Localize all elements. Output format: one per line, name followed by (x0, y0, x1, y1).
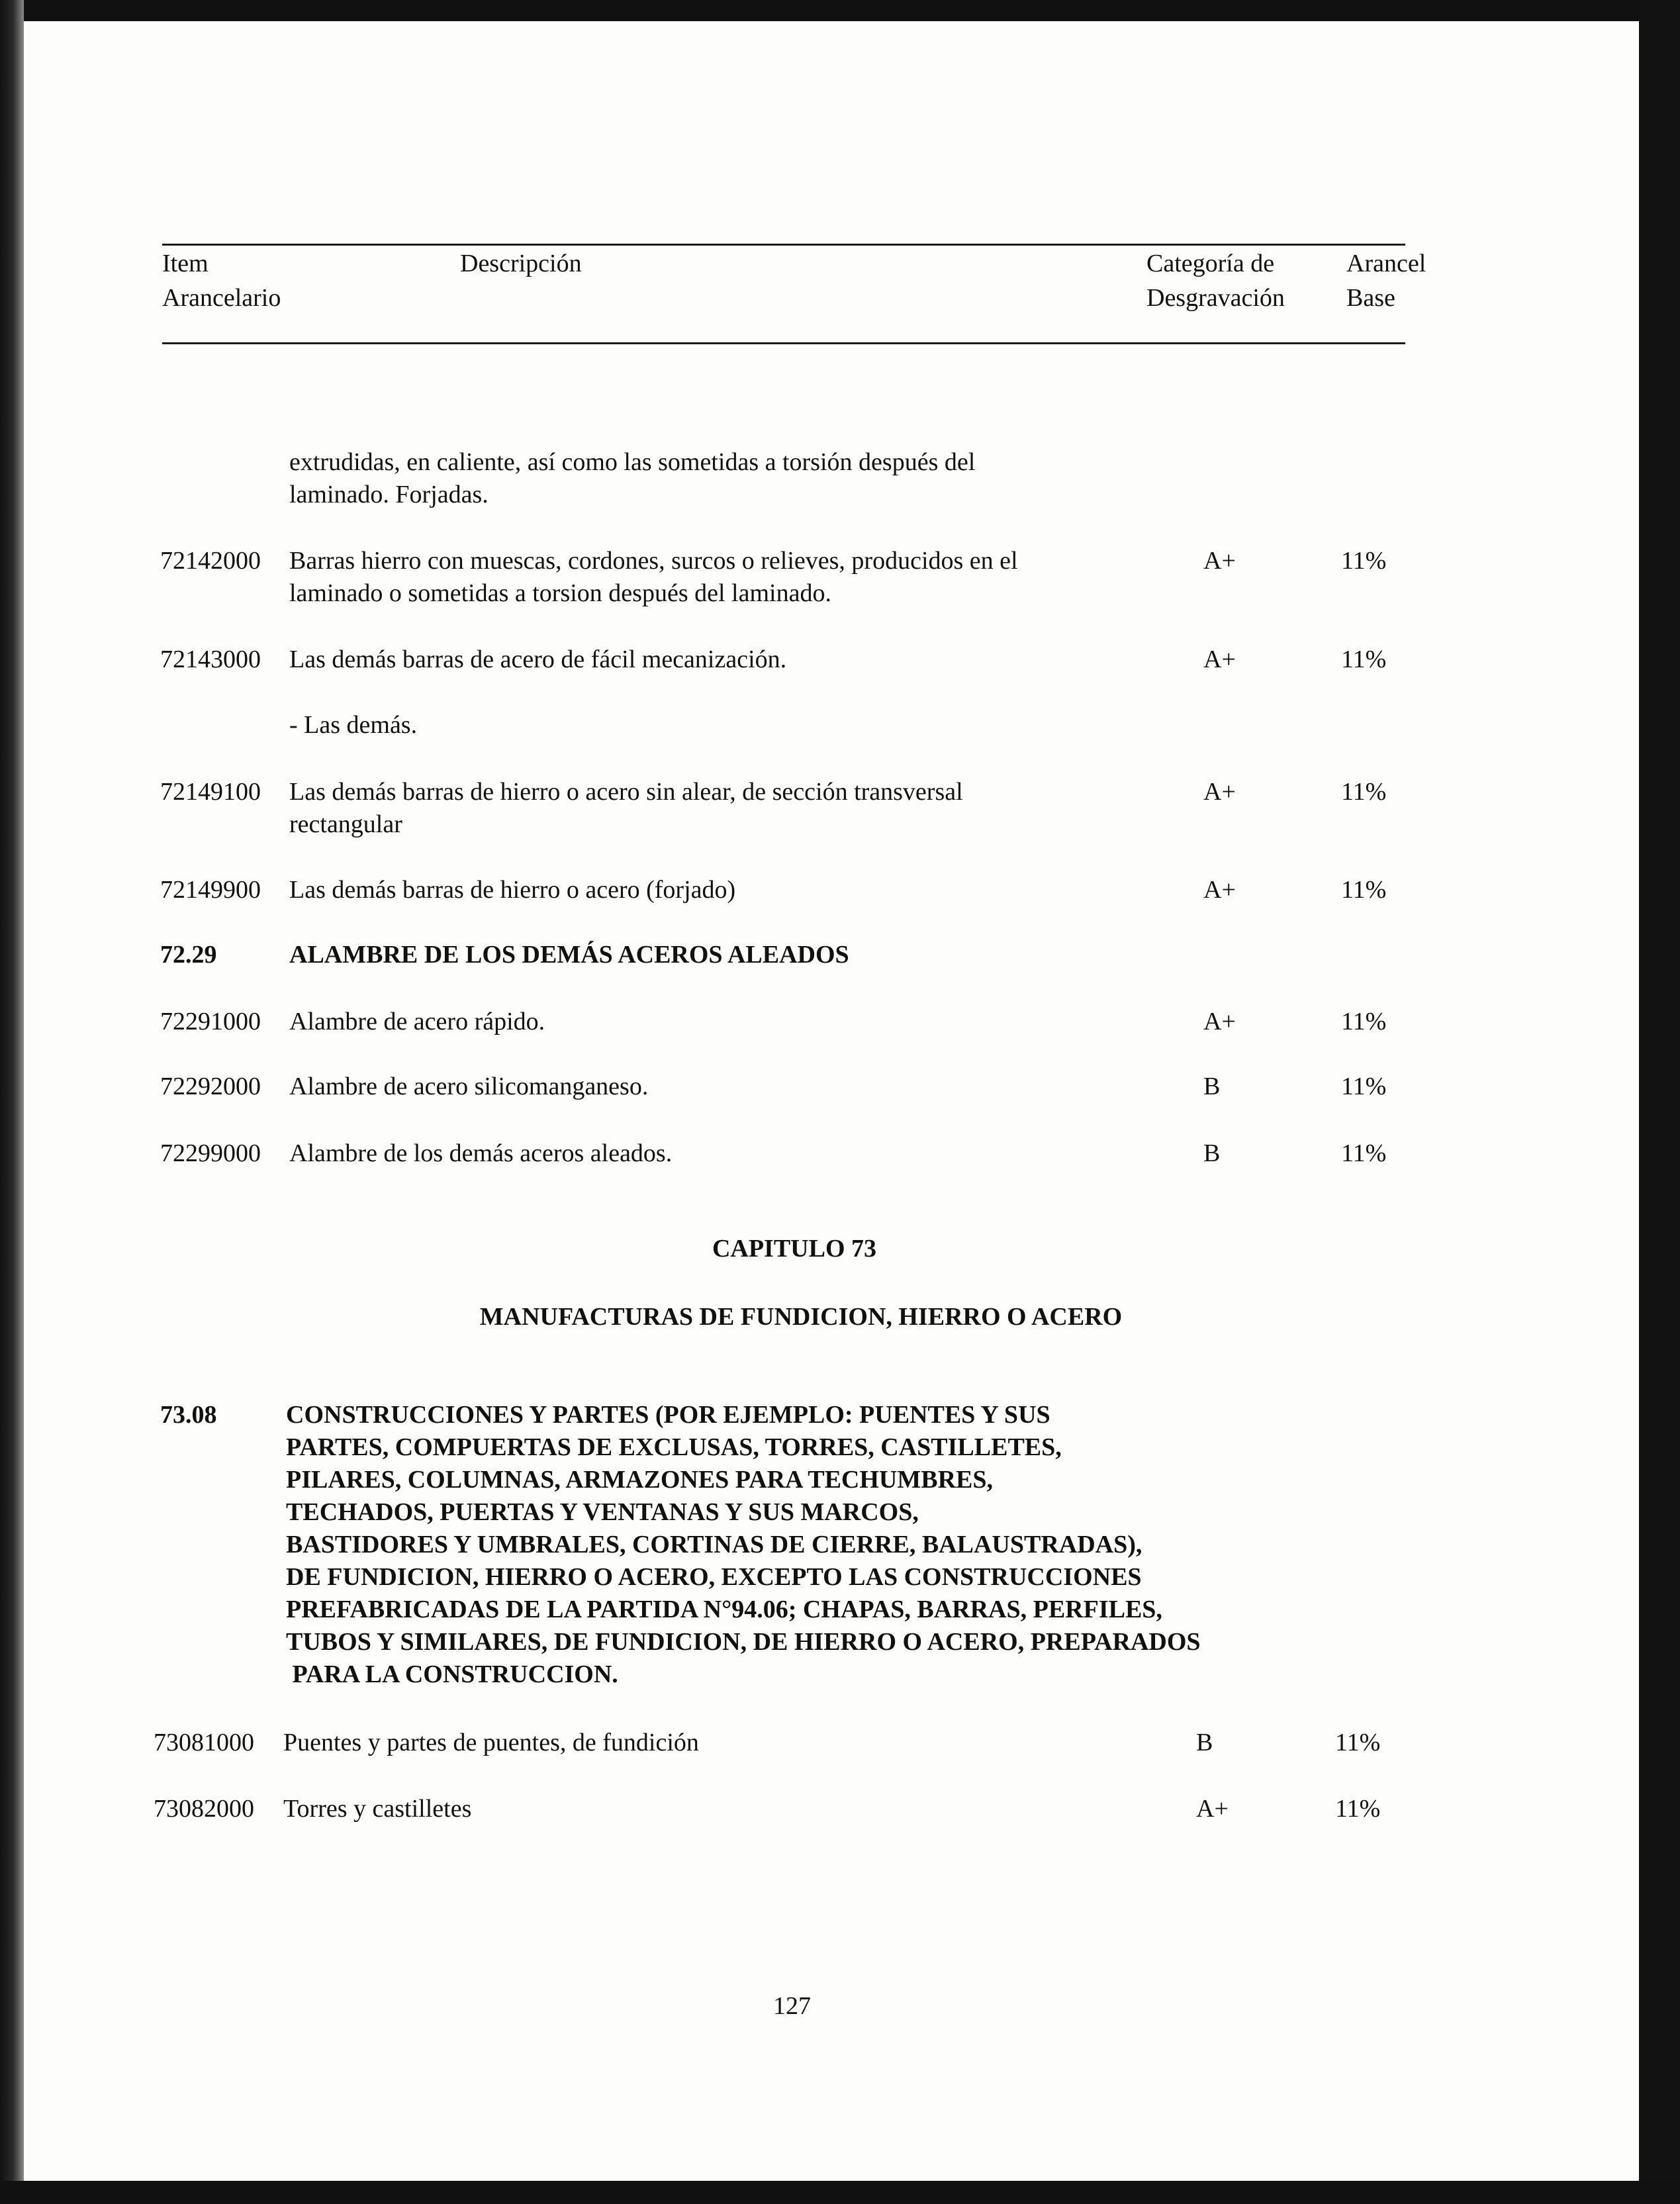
header-item-column: Item Arancelario (162, 250, 281, 312)
base-rate: 11% (1341, 876, 1387, 904)
item-description: Alambre de acero rápido. (289, 1008, 545, 1035)
category: A+ (1203, 778, 1236, 806)
item-code: 72149100 (160, 778, 261, 806)
item-code: 73081000 (154, 1729, 254, 1756)
heading-code: 72.29 (160, 941, 217, 969)
header-category-column: Categoría de Desgravación (1146, 250, 1285, 312)
item-description: Barras hierro con muescas, cordones, surcos o relieves, producidos en el laminado o sometidas a torsion después del laminado. (289, 547, 1018, 607)
scan-border-top (0, 0, 1680, 21)
item-code: 73082000 (154, 1795, 254, 1823)
item-code: 72143000 (160, 646, 261, 673)
base-rate: 11% (1341, 547, 1387, 575)
category: B (1196, 1729, 1213, 1756)
document-page (24, 21, 1639, 2181)
category: A+ (1203, 876, 1236, 904)
item-code: 72299000 (160, 1139, 261, 1167)
header-rate-column: Arancel Base (1346, 250, 1426, 312)
item-description: Puentes y partes de puentes, de fundición (283, 1729, 699, 1756)
item-description: Alambre de los demás aceros aleados. (289, 1139, 673, 1167)
category: B (1203, 1073, 1221, 1100)
item-code: 72149900 (160, 876, 261, 904)
item-code: 72292000 (160, 1073, 261, 1100)
item-description: Las demás barras de acero de fácil mecanización. (289, 646, 787, 673)
category: A+ (1203, 547, 1236, 575)
base-rate: 11% (1341, 1073, 1387, 1100)
category: A+ (1196, 1795, 1229, 1823)
base-rate: 11% (1341, 778, 1387, 806)
base-rate: 11% (1341, 646, 1387, 673)
scan-border-bottom (0, 2181, 1680, 2204)
item-description: Las demás barras de hierro o acero sin alear, de sección transversal rectangular (289, 778, 963, 838)
category: B (1203, 1139, 1221, 1167)
item-description: Las demás barras de hierro o acero (forjado) (289, 876, 736, 904)
continuation-text: extrudidas, en caliente, así como las sometidas a torsión después del laminado. Forjadas. (289, 448, 976, 508)
header-bottom-rule (162, 342, 1405, 344)
page-number: 127 (773, 1992, 811, 2020)
scan-border-left (0, 0, 24, 2204)
chapter-title: CAPITULO 73 (712, 1235, 877, 1263)
heading-title: ALAMBRE DE LOS DEMÁS ACEROS ALEADOS (289, 941, 849, 969)
heading-title: CONSTRUCCIONES Y PARTES (POR EJEMPLO: PUENTES Y SUS PARTES, COMPUERTAS DE EXCLUSAS, TORRES, CASTILLETES, PILARES, COLUMNAS, ARMAZONES PARA TECHUMBRES, TECHADOS, PUERTAS Y VENTANAS Y SUS MARCOS, BASTIDORES Y UMBRALES, CORTINAS DE CIERRE, BALAUSTRADAS), DE FUNDICION, HIERRO O ACERO, EXCEPTO LAS CONSTRUCCIONES PREFABRICADAS DE LA PARTIDA N°94.06; CHAPAS, BARRAS, PERFILES, TUBOS Y SIMILARES, DE FUNDICION, DE HIERRO O ACERO, PREPARADOS PARA LA CONSTRUCCION. (286, 1401, 1201, 1688)
item-code: 72291000 (160, 1008, 261, 1035)
base-rate: 11% (1335, 1729, 1381, 1756)
base-rate: 11% (1341, 1139, 1387, 1167)
header-top-rule (162, 244, 1405, 246)
base-rate: 11% (1341, 1008, 1387, 1035)
category: A+ (1203, 646, 1236, 673)
header-description-column: Descripción (460, 250, 582, 277)
chapter-subtitle: MANUFACTURAS DE FUNDICION, HIERRO O ACERO (479, 1303, 1123, 1331)
heading-code: 73.08 (160, 1401, 217, 1429)
item-code: 72142000 (160, 547, 261, 575)
category: A+ (1203, 1008, 1236, 1035)
scan-border-right (1639, 0, 1680, 2204)
base-rate: 11% (1335, 1795, 1381, 1823)
item-description: Torres y castilletes (283, 1795, 472, 1823)
item-description: Alambre de acero silicomanganeso. (289, 1073, 649, 1100)
subheading: - Las demás. (289, 711, 418, 739)
